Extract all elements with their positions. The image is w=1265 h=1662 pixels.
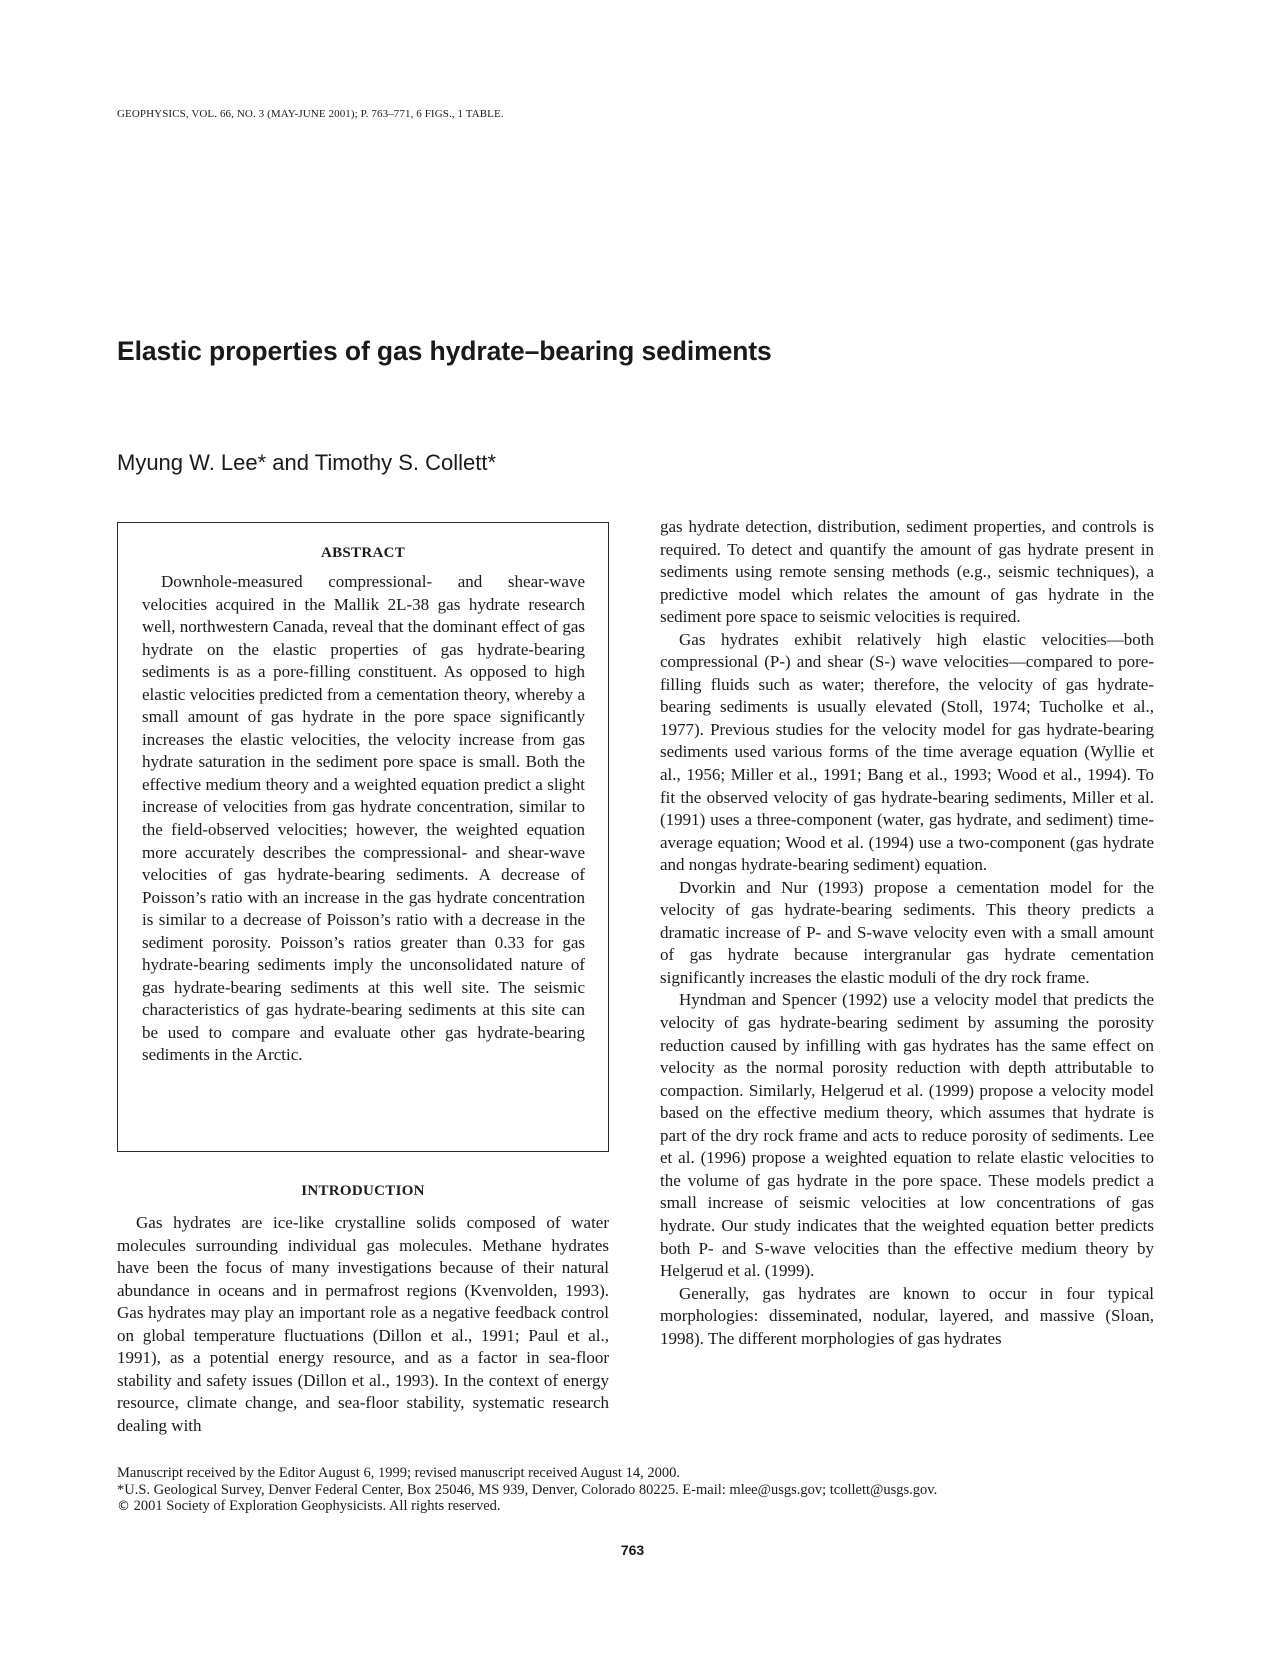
page-number: 763 — [620, 1542, 645, 1558]
intro-paragraph-4: Hyndman and Spencer (1992) use a velocity model that predicts the velocity of gas hydrate-bearing sediment by assuming the porosity reduction caused by infilling with gas hydrates has the same effect on velocity as the normal porosity reduction with depth attributable to compaction. Similarly, Helgerud et al. (1999) propose a velocity model based on the effective medium theory, which assumes that hydrate is part of the dry rock frame and acts to reduce porosity of sediments. Lee et al. (1996) propose a weighted equation to relate elastic velocities to the volume of gas hydrate in the pore space. These models predict a small increase of seismic velocities at low concentrations of gas hydrate. Our study indicates that the weighted equation better predicts both P- and S-wave velocities than the effective medium theory by Helgerud et al. (1999). — [660, 990, 1154, 1281]
intro-paragraph-5: Generally, gas hydrates are known to occur in four typical morphologies: disseminated, nodular, layered, and massive (Sloan, 1998). The different morphologies of gas hydrates — [660, 1283, 1154, 1348]
left-column-text — [117, 1212, 609, 1437]
running-head: GEOPHYSICS, VOL. 66, NO. 3 (MAY-JUNE 2001); P. 763–771, 6 FIGS., 1 TABLE. — [117, 108, 504, 120]
introduction-heading: INTRODUCTION — [301, 1183, 425, 1199]
footnotes — [117, 1465, 1177, 1516]
article-title: Elastic properties of gas hydrate–bearing sediments — [117, 336, 772, 366]
article-authors: Myung W. Lee* and Timothy S. Collett* — [117, 450, 497, 475]
abstract-box — [117, 522, 609, 1152]
copyright-note — [117, 1498, 1177, 1516]
affiliation-note: *U.S. Geological Survey, Denver Federal Center, Box 25046, MS 939, Denver, Colorado 80225. E-mail: mlee@usgs.gov; tcollett@usgs.gov. — [117, 1481, 938, 1498]
copyright-icon: © — [117, 1499, 130, 1514]
intro-paragraph-continued: gas hydrate detection, distribution, sediment properties, and controls is required. To detect and quantify the amount of gas hydrate present in sediments using remote sensing methods (e.g., seismic techniques), a predictive model which relates the amount of gas hydrate in the sediment pore space to seismic velocities is required. — [660, 517, 1154, 627]
received-note: Manuscript received by the Editor August 6, 1999; revised manuscript received August 14, 2000. — [117, 1465, 680, 1481]
copyright-text: 2001 Society of Exploration Geophysicists. All rights reserved. — [133, 1498, 501, 1514]
intro-paragraph-3: Dvorkin and Nur (1993) propose a cementation model for the velocity of gas hydrate-bearing sediments. This theory predicts a dramatic increase of P- and S-wave velocity even with a small amount of gas hydrate because intergranular gas hydrate cementation significantly increases the elastic moduli of the dry rock frame. — [660, 877, 1154, 987]
intro-paragraph-1: Gas hydrates are ice-like crystalline solids composed of water molecules surrounding individual gas molecules. Methane hydrates have been the focus of many investigations because of their natural abundance in oceans and in permafrost regions (Kvenvolden, 1993). Gas hydrates may play an important role as a negative feedback control on global temperature fluctuations (Dillon et al., 1991; Paul et al., 1991), as a potential energy resource, and as a factor in sea-floor stability and safety issues (Dillon et al., 1993). In the context of energy resource, climate change, and sea-floor stability, systematic research dealing with — [117, 1213, 609, 1435]
abstract-heading: ABSTRACT — [320, 545, 406, 561]
abstract-body — [142, 571, 585, 1067]
intro-paragraph-2: Gas hydrates exhibit relatively high elastic velocities—both compressional (P-) and shear (S-) wave velocities—compared to pore-filling fluids such as water; therefore, the velocity of gas hydrate-bearing sediments is usually elevated (Stoll, 1974; Tucholke et al., 1977). Previous studies for the velocity model for gas hydrate-bearing sediments used various forms of the time average equation (Wyllie et al., 1956; Miller et al., 1991; Bang et al., 1993; Wood et al., 1994). To fit the observed velocity of gas hydrate-bearing sediments, Miller et al. (1991) uses a three-component (water, gas hydrate, and sediment) time-average equation; Wood et al. (1994) use a two-component (gas hydrate and nongas hydrate-bearing sediment) equation. — [660, 629, 1154, 875]
right-column-text — [660, 516, 1154, 1350]
abstract-paragraph: Downhole-measured compressional- and shear-wave velocities acquired in the Mallik 2L-38 gas hydrate research well, northwestern Canada, reveal that the dominant effect of gas hydrate on the elastic properties of gas hydrate-bearing sediments is as a pore-filling constituent. As opposed to high elastic velocities predicted from a cementation theory, whereby a small amount of gas hydrate in the pore space significantly increases the elastic velocities, the velocity increase from gas hydrate saturation in the sediment pore space is small. Both the effective medium theory and a weighted equation predict a slight increase of velocities from gas hydrate concentration, similar to the field-observed velocities; however, the weighted equation more accurately describes the compressional- and shear-wave velocities of gas hydrate-bearing sediments. A decrease of Poisson’s ratio with an increase in the gas hydrate concentration is similar to a decrease of Poisson’s ratio with a decrease in the sediment porosity. Poisson’s ratios greater than 0.33 for gas hydrate-bearing sediments imply the unconsolidated nature of gas hydrate-bearing sediments at this well site. The seismic characteristics of gas hydrate-bearing sediments at this site can be used to compare and evaluate other gas hydrate-bearing sediments in the Arctic. — [142, 572, 585, 1065]
